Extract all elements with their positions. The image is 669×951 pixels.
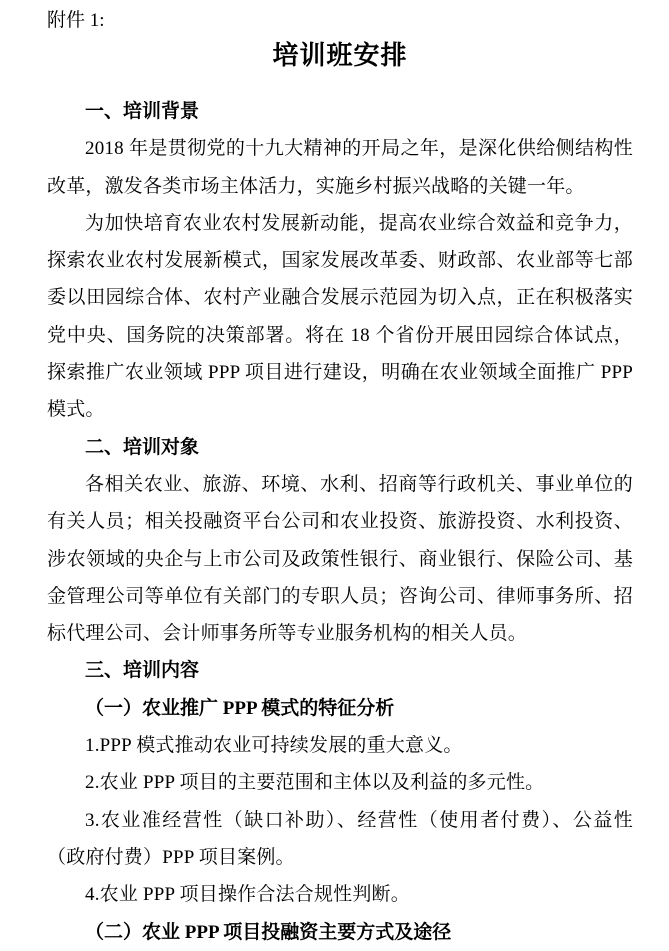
paragraph: 为加快培育农业农村发展新动能，提高农业综合效益和竞争力，探索农业农村发展新模式，国家发展改革委、财政部、农业部等七部委以田园综合体、农村产业融合发展示范园为切入点，正在积极落实党中央、国务院的决策部署。将在 18 个省份开展田园综合体试点，探索推广农业领域 PPP 项目进行建设，明确在农业领域全面推广 PPP 模式。 — [47, 212, 633, 421]
section-heading-training-content: 三、培训内容 — [85, 660, 200, 682]
paragraph: 各相关农业、旅游、环境、水利、招商等行政机关、事业单位的有关人员；相关投融资平台公司和农业投资、旅游投资、水利投资、涉农领域的央企与上市公司及政策性银行、商业银行、保险公司、基金管理公司等单位有关部门的专职人员；咨询公司、律师事务所、招标代理公司、会计师事务所等专业服务机构的相关人员。 — [47, 473, 633, 645]
list-item: 3.农业准经营性（缺口补助）、经营性（使用者付费）、公益性（政府付费）PPP 项目案例。 — [47, 809, 633, 868]
subsection-heading-1: （一）农业推广 PPP 模式的特征分析 — [85, 697, 395, 719]
subsection-heading-2: （二）农业 PPP 项目投融资主要方式及途径 — [85, 921, 452, 943]
list-item: 1.PPP 模式推动农业可持续发展的重大意义。 — [85, 735, 463, 757]
list-item: 2.农业 PPP 项目的主要范围和主体以及利益的多元性。 — [85, 772, 545, 794]
section-heading-training-audience: 二、培训对象 — [85, 436, 200, 458]
section-heading-training-background: 一、培训背景 — [85, 101, 200, 122]
attachment-label: 附件 1: — [47, 10, 105, 31]
page-title: 培训班安排 — [272, 41, 408, 70]
list-item: 4.农业 PPP 项目操作合法合规性判断。 — [85, 884, 410, 906]
paragraph: 2018 年是贯彻党的十九大精神的开局之年，是深化供给侧结构性改革，激发各类市场主体活力，实施乡村振兴战略的关键一年。 — [47, 138, 633, 197]
